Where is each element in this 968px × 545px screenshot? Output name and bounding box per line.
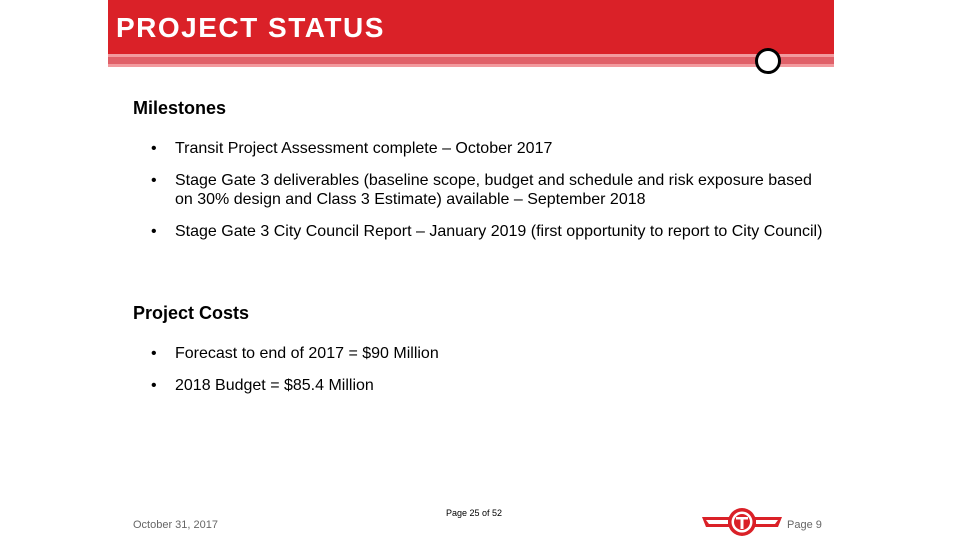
bullet-icon: •	[151, 140, 157, 157]
page-title: PROJECT STATUS	[116, 12, 385, 43]
bullet-icon: •	[151, 172, 157, 189]
bullet-icon: •	[151, 345, 157, 362]
costs-list	[133, 344, 833, 408]
page-count: Page 25 of 52	[446, 508, 503, 518]
stop-marker-icon	[755, 48, 781, 74]
page-number: Page 9	[787, 519, 822, 531]
footer-date: October 31, 2017	[133, 519, 219, 531]
header-bar	[108, 0, 834, 54]
milestones-list	[133, 139, 833, 254]
ttc-logo-icon	[700, 505, 784, 539]
list-item	[133, 222, 833, 241]
cost-text: Forecast to end of 2017 = $90 Million	[175, 345, 439, 362]
milestone-text: Stage Gate 3 deliverables (baseline scope, budget and schedule and risk exposure based on 30% design and Class 3 Estimate) available – September 2018	[175, 172, 812, 208]
header-stripe-inner	[108, 57, 834, 64]
bullet-icon: •	[151, 377, 157, 394]
list-item	[133, 171, 833, 209]
list-item	[133, 376, 833, 395]
list-item	[133, 139, 833, 158]
list-item	[133, 344, 833, 363]
header-stripe	[108, 54, 834, 67]
cost-text: 2018 Budget = $85.4 Million	[175, 377, 374, 394]
project-costs-heading: Project Costs	[133, 303, 250, 323]
milestone-text: Stage Gate 3 City Council Report – January 2019 (first opportunity to report to City Council)	[175, 223, 823, 240]
milestones-heading: Milestones	[133, 98, 227, 118]
milestone-text: Transit Project Assessment complete – October 2017	[175, 140, 553, 157]
bullet-icon: •	[151, 223, 157, 240]
